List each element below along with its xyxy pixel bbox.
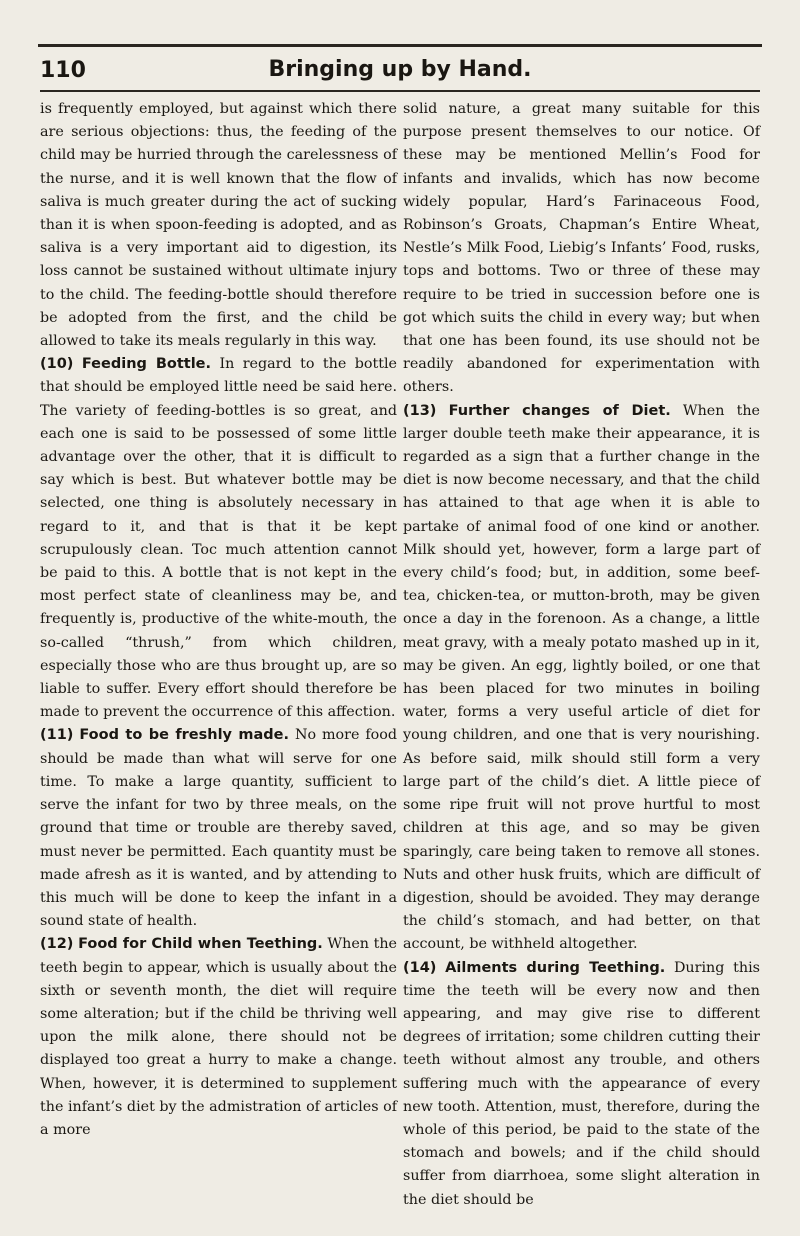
- left-column: [40, 98, 397, 1142]
- section-number: (13): [403, 402, 437, 419]
- section-title: Food to be freshly made.: [79, 727, 290, 744]
- section-12: [40, 933, 397, 1142]
- header-rule: [40, 90, 760, 92]
- section-11: [40, 724, 397, 933]
- section-text: In regard to the bottle that should be employed little need be said here. The variety of feeding-bottles is so great, and each one is said to be possessed of some little advantage over the other, that it is difficult to say which is best. But whatever bottle may be selected, one thing is absolutely necessary in regard to it, and that is that it be kept scrupulously clean. Toc much attention cannot be paid to this. A bottle that is not kept in the most perfect state of cleanliness may be, and frequently is, productive of the white-mouth, the so-called “thrush,” from which children, especially those who are thus brought up, are so liable to suffer. Every effort should therefore be made to prevent the occurrence of this affection.: [40, 356, 397, 721]
- section-title: Feeding Bottle.: [81, 356, 212, 373]
- section-text: During this time the teeth will be every now and then appearing, and may give rise to different degrees of irritation; some children cutting their teeth without almost any trouble, and others suffering much with the appearance of every new tooth. Attention, must, therefore, during the whole of this period, be paid to the state of the stomach and bowels; and if the child should suffer from diarrhoea, some slight alteration in the diet should be: [403, 959, 760, 1208]
- section-number: (11): [40, 727, 74, 744]
- page-number: 110: [40, 58, 86, 83]
- section-10: [40, 353, 397, 724]
- section-14: [403, 957, 760, 1212]
- top-rule: [38, 44, 762, 47]
- right-column: [403, 98, 760, 1212]
- page-header: [40, 52, 760, 92]
- section-number: (12): [40, 936, 74, 953]
- section-number: (14): [403, 959, 437, 976]
- section-number: (10): [40, 356, 74, 373]
- section-title: Ailments during Teething.: [445, 959, 666, 976]
- running-title: Bringing up by Hand.: [268, 57, 532, 82]
- section-title: Further changes of Diet.: [448, 402, 671, 419]
- section-text: When the teeth begin to appear, which is usually about the sixth or seventh month, the diet will require some alteration; but if the child be thriving well upon the milk alone, there should not be displayed too great a hurry to make a change. When, however, it is determined to supplement the infant’s diet by the admistration of articles of a more: [40, 936, 398, 1138]
- section-text: No more food should be made than what will serve for one time. To make a large quantity, sufficient to serve the infant for two by three meals, on the ground that time or trouble are thereby saved, must never be permitted. Each quantity must be made afresh as it is wanted, and by attending to this much will be done to keep the infant in a sound state of health.: [40, 727, 398, 930]
- paragraph-continued: is frequently employed, but against which there are serious objections: thus, the feeding of the child may be hurried through the carelessness of the nurse, and it is well known that the flow of saliva is much greater during the act of sucking than it is when spoon-feeding is adopted, and as saliva is a very important aid to digestion, its loss cannot be sustained without ultimate injury to the child. The feeding-bottle should therefore be adopted from the first, and the child be allowed to take its meals regularly in this way.: [40, 101, 397, 350]
- section-13: [403, 400, 760, 957]
- paragraph-continued: solid nature, a great many suitable for this purpose present themselves to our notice. Of these may be mentioned Mellin’s Food for infants and invalids, which has now become widely popular, Hard’s Farinaceous Food, Robinson’s Groats, Chapman’s Entire Wheat, Nestle’s Milk Food, Liebig’s Infants’ Food, rusks, tops and bottoms. Two or three of these may require to be tried in succession before one is got which suits the child in every way; but when that one has been found, its use should not be readily abandoned for experimentation with others.: [403, 101, 760, 396]
- section-text: When the larger double teeth make their appearance, it is regarded as a sign that a further change in the diet is now become necessary, and that the child has attained to that age when it is able to partake of animal food of one kind or another. Milk should yet, however, form a large part of every child’s food; but, in addition, some beef-tea, chicken-tea, or mutton-broth, may be given once a day in the forenoon. As a change, a little meat gravy, with a mealy potato mashed up in it, may be given. An egg, lightly boiled, or one that has been placed for two minutes in boiling water, forms a very useful article of diet for young children, and one that is very nourishing. As before said, milk should still form a very large part of the child’s diet. A little piece of some ripe fruit will not prove hurtful to most children at this age, and so may be given sparingly, care being taken to remove all stones. Nuts and other husk fruits, which are difficult of digestion, should be avoided. They may derange the child’s stomach, and had better, on that account, be withheld altogether.: [403, 402, 760, 953]
- section-title: Food for Child when Teething.: [78, 936, 323, 953]
